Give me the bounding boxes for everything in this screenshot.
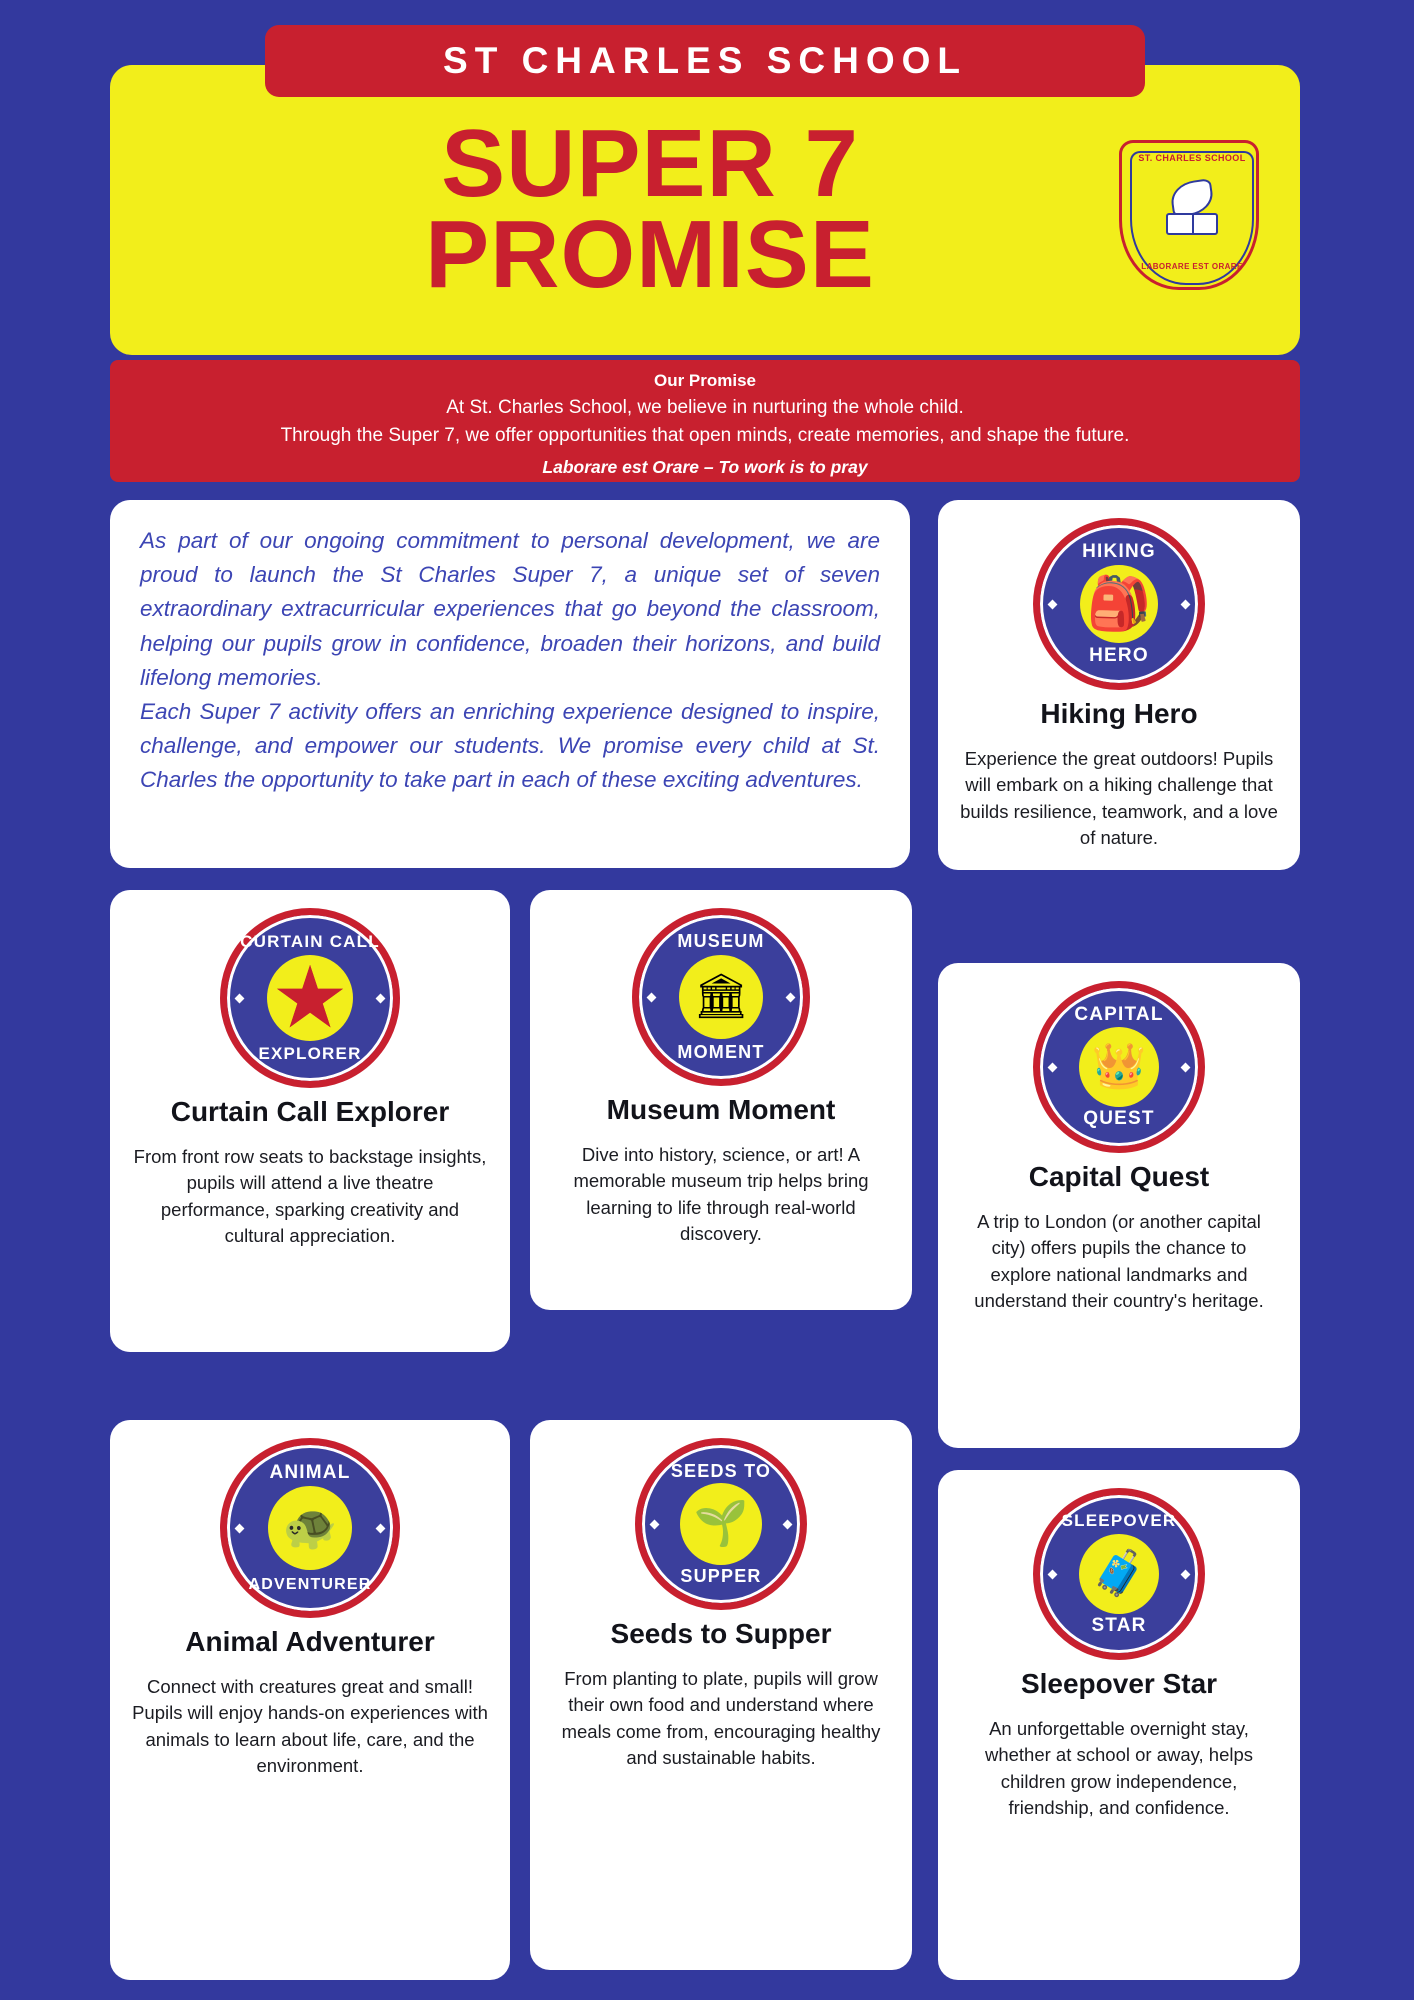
suitcase-icon: 🧳 [1091, 1549, 1147, 1598]
intro-card [110, 500, 910, 868]
intro-paragraph-1: As part of our ongoing commitment to personal development, we are proud to launch the St Charles Super 7, a unique set of seven extraordinary extracurricular experiences that go beyond the classroom, helping our pupils grow in confidence, broaden their horizons, and build lifelong memories. [140, 528, 880, 690]
promise-banner [110, 360, 1300, 482]
badge-bottom-text: ADVENTURER [248, 1576, 372, 1594]
activity-title: Museum Moment [606, 1094, 836, 1125]
activity-card-seeds-to-supper[interactable] [530, 1420, 912, 1970]
seedling-icon: 🌱 [693, 1499, 749, 1548]
badge-hiking-hero [1033, 518, 1205, 690]
badge-diamond-right-icon [1181, 599, 1191, 609]
badge-bottom-text: QUEST [1083, 1108, 1155, 1130]
page-title [110, 110, 1190, 309]
badge-curtain-call-explorer [220, 908, 400, 1088]
badge-top-text: CAPITAL [1074, 1003, 1164, 1025]
badge-inner [1079, 1027, 1159, 1107]
badge-top-text: SLEEPOVER [1061, 1510, 1177, 1530]
badge-diamond-right-icon [786, 992, 796, 1002]
activity-card-sleepover-star[interactable] [938, 1470, 1300, 1980]
activity-title: Seeds to Supper [610, 1618, 832, 1649]
badge-top-text: HIKING [1082, 540, 1156, 562]
badge-inner [267, 955, 353, 1041]
badge-diamond-left-icon [1048, 1569, 1058, 1579]
activity-title: Hiking Hero [1040, 698, 1198, 729]
intro-paragraph-2: Each Super 7 activity offers an enriching experience designed to inspire, challenge, and empower our students. We promise every child at St. Charles the opportunity to take part in each of these exciting adventures. [140, 698, 880, 793]
badge-top-text: ANIMAL [269, 1461, 351, 1483]
badge-diamond-right-icon [1181, 1062, 1191, 1072]
badge-diamond-right-icon [376, 1523, 386, 1533]
badge-diamond-left-icon [1048, 599, 1058, 609]
crest-top-text: ST. CHARLES SCHOOL [1138, 153, 1246, 163]
school-name-banner [265, 25, 1145, 97]
badge-inner [268, 1486, 352, 1570]
promise-line-2: Through the Super 7, we offer opportunities that open minds, create memories, and shape the future. [280, 425, 1130, 447]
school-crest [1119, 140, 1259, 290]
page-title-line1: SUPER 7 [441, 110, 859, 217]
crown-icon: 👑 [1091, 1042, 1147, 1091]
activity-title: Capital Quest [1028, 1161, 1210, 1192]
activity-description: From planting to plate, pupils will grow their own food and understand where meals come from, encouraging healthy and sustainable habits. [561, 1668, 881, 1768]
badge-diamond-right-icon [1181, 1569, 1191, 1579]
backpack-icon: 🎒 [1086, 575, 1152, 633]
badge-bottom-text: HERO [1089, 645, 1149, 667]
book-icon [1166, 213, 1218, 235]
badge-inner [1080, 565, 1158, 643]
badge-diamond-left-icon [1048, 1062, 1058, 1072]
activity-description: Connect with creatures great and small! Pupils will enjoy hands-on experiences with animals to learn about life, care, and the environment. [132, 1676, 488, 1776]
badge-bottom-text: STAR [1091, 1615, 1147, 1637]
activity-title: Sleepover Star [1020, 1668, 1218, 1699]
crest-motto-text: LABORARE EST ORARE [1141, 262, 1243, 271]
badge-top-text: SEEDS TO [670, 1460, 772, 1481]
badge-seeds-to-supper [635, 1438, 807, 1610]
badge-diamond-left-icon [235, 1523, 245, 1533]
badge-inner [680, 1483, 762, 1565]
page-title-line2: PROMISE [425, 201, 875, 309]
promise-heading: Our Promise [653, 371, 757, 390]
museum-building-icon: 🏛 [693, 972, 749, 1021]
badge-bottom-text: SUPPER [680, 1566, 762, 1587]
crest-emblem [1155, 181, 1229, 243]
badge-bottom-text: EXPLORER [258, 1044, 362, 1064]
activity-card-capital-quest[interactable] [938, 963, 1300, 1448]
badge-inner [679, 955, 763, 1039]
school-name: ST CHARLES SCHOOL [443, 40, 967, 81]
promise-line-1: At St. Charles School, we believe in nurturing the whole child. [446, 396, 964, 418]
turtle-icon: 🐢 [282, 1503, 338, 1552]
promise-motto: Laborare est Orare – To work is to pray [542, 456, 868, 477]
star-icon: ★ [271, 955, 349, 1041]
badge-top-text: CURTAIN CALL [240, 931, 380, 951]
activity-description: From front row seats to backstage insights, pupils will attend a live theatre performance, sparking creativity and cultural appreciation. [133, 1146, 487, 1246]
badge-animal-adventurer [220, 1438, 400, 1618]
activity-card-museum-moment[interactable] [530, 890, 912, 1310]
activity-description: A trip to London (or another capital city) offers pupils the chance to explore national landmarks and understand their country's heritage. [974, 1211, 1264, 1311]
badge-diamond-left-icon [647, 992, 657, 1002]
activity-title: Curtain Call Explorer [170, 1096, 450, 1127]
badge-bottom-text: MOMENT [677, 1041, 765, 1062]
activity-card-curtain-call-explorer[interactable] [110, 890, 510, 1352]
badge-diamond-left-icon [650, 1519, 660, 1529]
activity-description: An unforgettable overnight stay, whether at school or away, helps children grow independence, friendship, and confidence. [984, 1718, 1254, 1818]
badge-top-text: MUSEUM [677, 931, 765, 952]
badge-museum-moment [632, 908, 810, 1086]
badge-diamond-right-icon [376, 993, 386, 1003]
crest-shield [1119, 140, 1259, 290]
badge-sleepover-star [1033, 1488, 1205, 1660]
badge-diamond-right-icon [783, 1519, 793, 1529]
badge-inner [1079, 1534, 1159, 1614]
badge-capital-quest [1033, 981, 1205, 1153]
activity-description: Experience the great outdoors! Pupils will embark on a hiking challenge that builds resilience, teamwork, and a love of nature. [960, 748, 1278, 848]
activity-description: Dive into history, science, or art! A memorable museum trip helps bring learning to life through real-world discovery. [573, 1144, 869, 1244]
activity-title: Animal Adventurer [185, 1626, 435, 1657]
dove-icon [1169, 178, 1215, 218]
activity-card-hiking-hero[interactable] [938, 500, 1300, 870]
badge-diamond-left-icon [235, 993, 245, 1003]
activity-card-animal-adventurer[interactable] [110, 1420, 510, 1980]
